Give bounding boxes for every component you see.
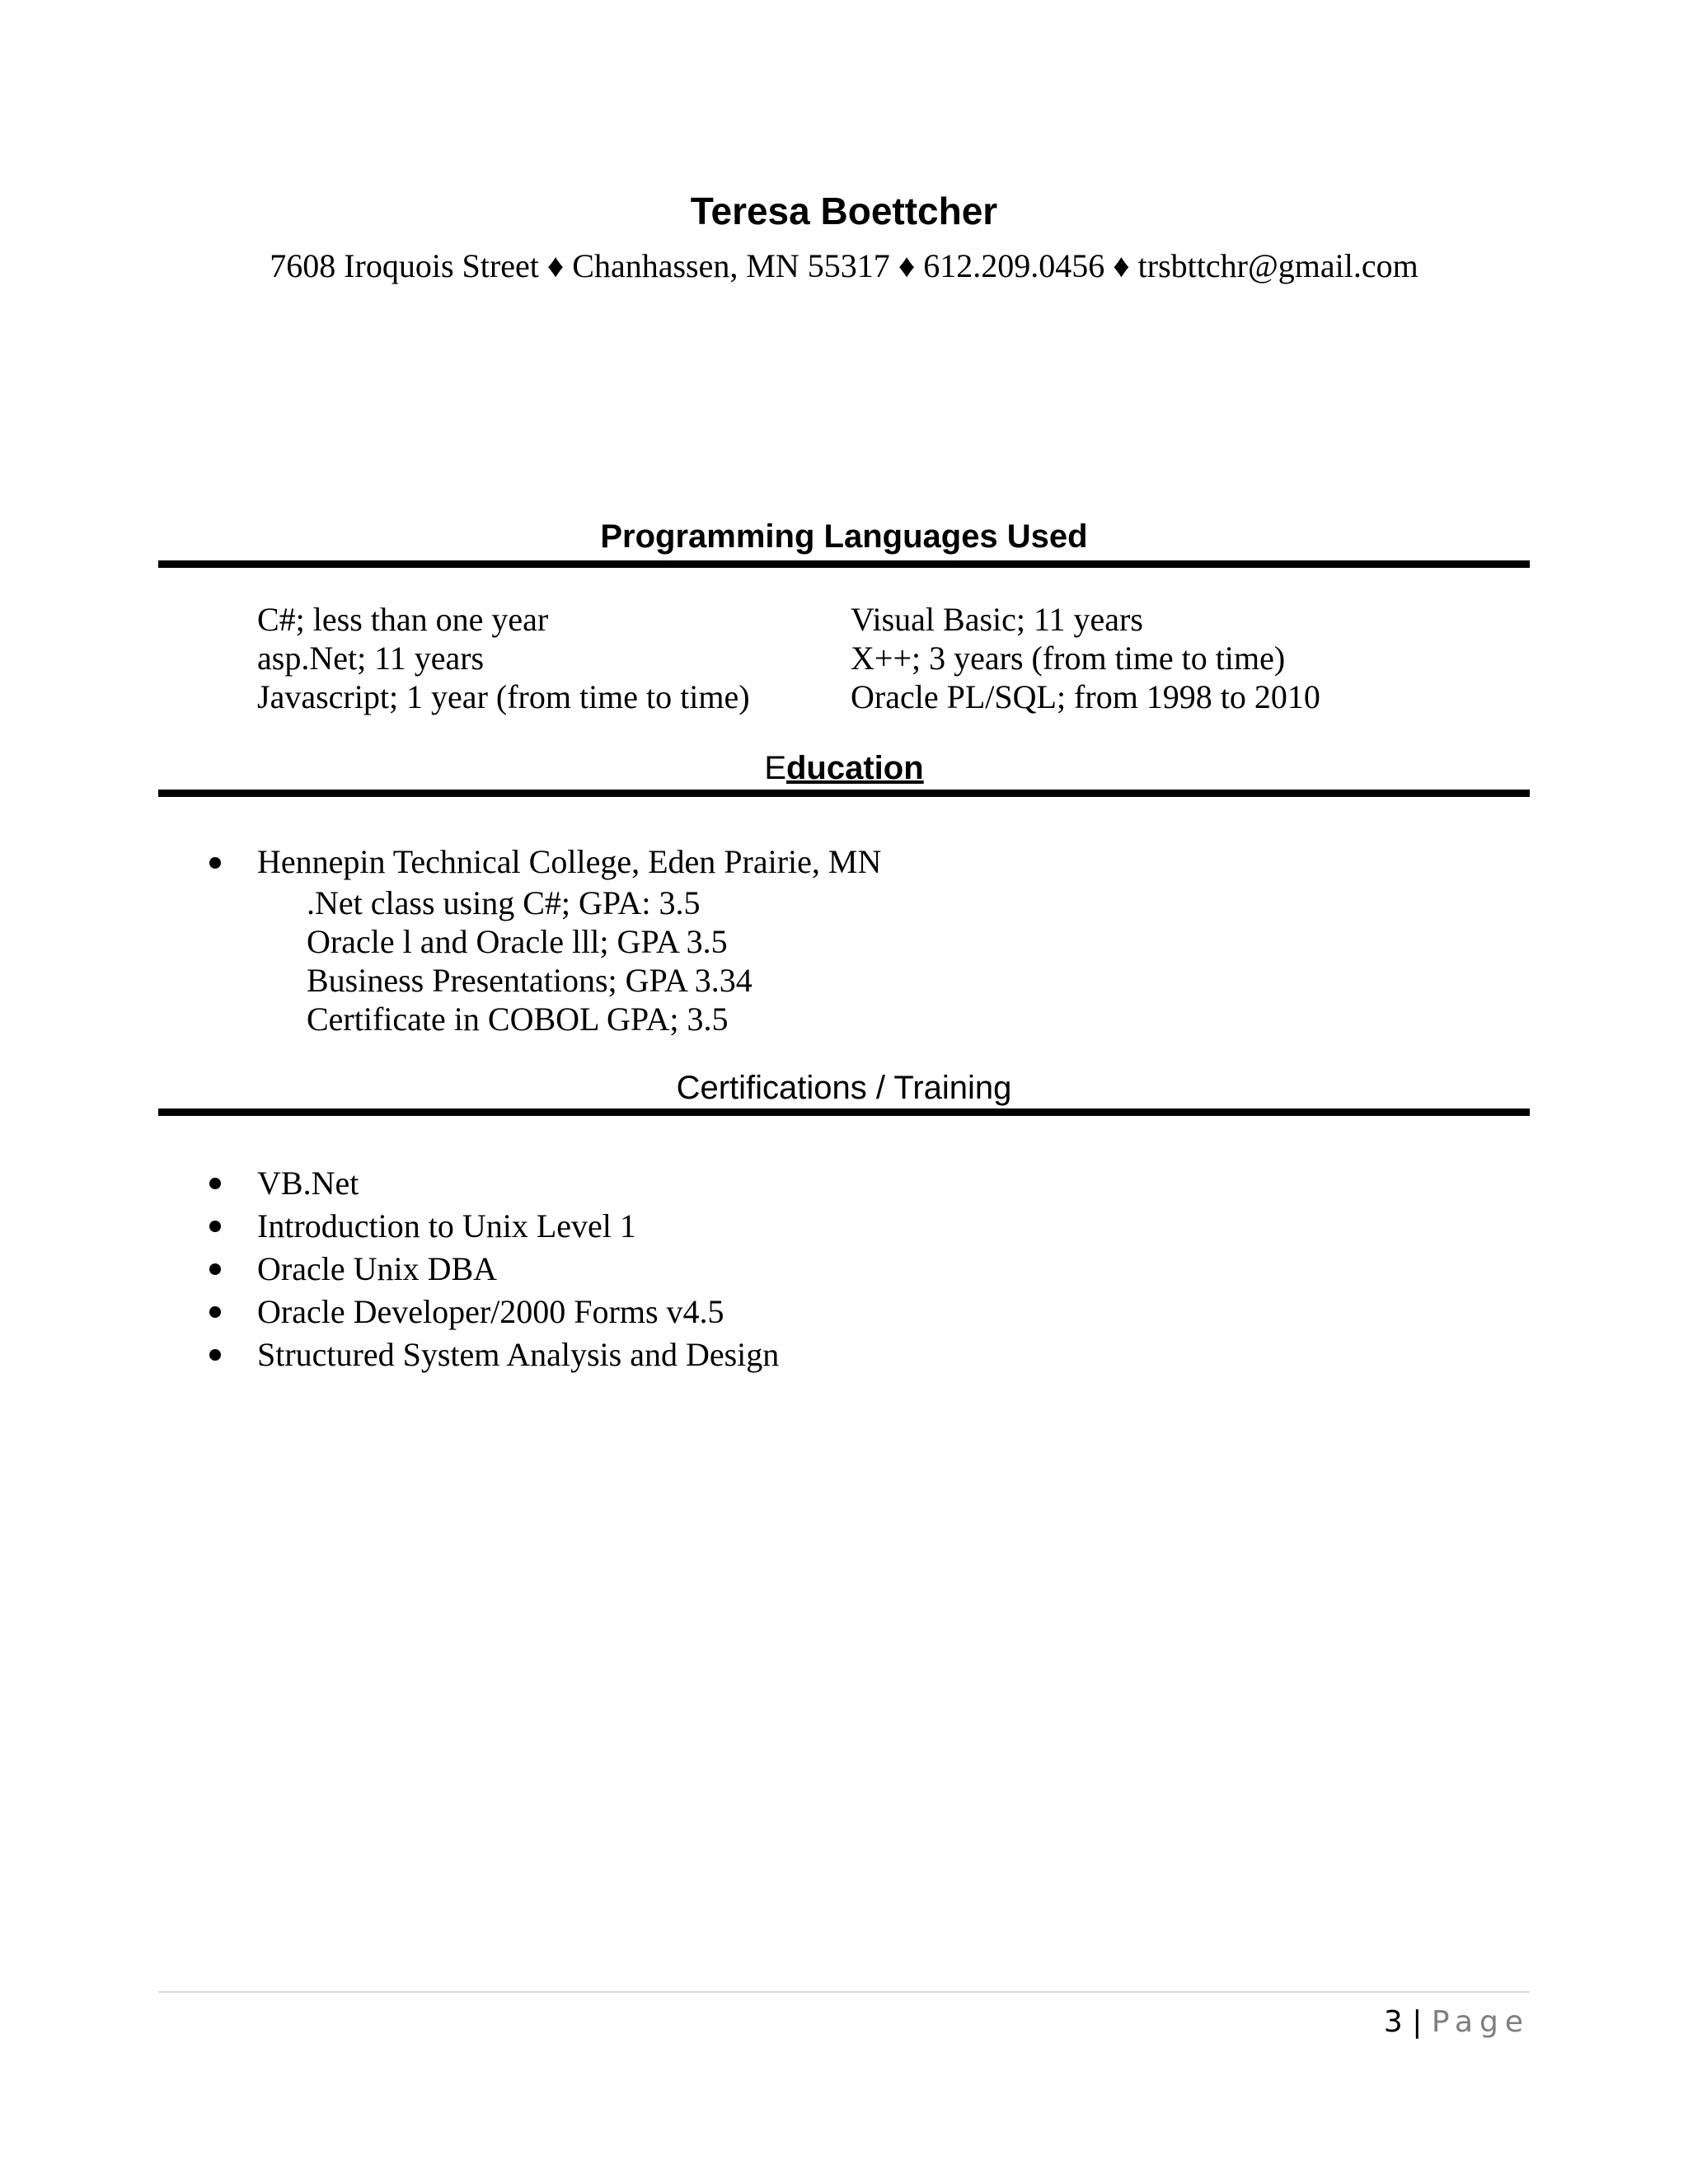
bullet-icon xyxy=(209,1178,221,1189)
bullet-icon xyxy=(209,1263,221,1275)
bullet-icon xyxy=(209,1221,221,1232)
languages-left-column xyxy=(257,600,750,716)
page-number: 3 xyxy=(1383,2005,1403,2039)
phone-number: 612.209.0456 xyxy=(923,247,1105,284)
course-item: Business Presentations; GPA 3.34 xyxy=(307,962,753,999)
language-item: Oracle PL/SQL; from 1998 to 2010 xyxy=(851,678,1320,715)
course-item: Certificate in COBOL GPA; 3.5 xyxy=(307,1001,729,1038)
section-divider xyxy=(158,560,1530,568)
city-state-zip: Chanhassen, MN 55317 xyxy=(572,247,890,284)
page-label: Page xyxy=(1431,2005,1530,2039)
footer-divider xyxy=(158,1991,1530,1993)
contact-line xyxy=(0,243,1688,289)
certifications-section-title: Certifications / Training xyxy=(676,1070,1012,1106)
separator-diamond: ♦ xyxy=(898,247,916,284)
section-divider xyxy=(158,1108,1530,1116)
page-footer xyxy=(1384,2004,1530,2041)
language-item: asp.Net; 11 years xyxy=(257,640,485,677)
certification-item: Introduction to Unix Level 1 xyxy=(257,1207,636,1244)
bullet-icon xyxy=(209,857,221,869)
certification-item: VB.Net xyxy=(257,1165,359,1202)
languages-right-column xyxy=(851,600,1320,716)
separator-diamond: ♦ xyxy=(1113,247,1130,284)
section-divider xyxy=(158,790,1530,797)
language-item: Visual Basic; 11 years xyxy=(851,601,1143,638)
course-item: .Net class using C#; GPA: 3.5 xyxy=(307,884,701,921)
programming-section-title: Programming Languages Used xyxy=(600,518,1088,555)
language-item: C#; less than one year xyxy=(257,601,549,638)
school-name: Hennepin Technical College, Eden Prairie, MN xyxy=(257,843,882,880)
resume-name: Teresa Boettcher xyxy=(690,190,998,232)
education-title-rest: ducation xyxy=(786,750,924,786)
bullet-icon xyxy=(209,1306,221,1318)
separator-diamond: ♦ xyxy=(546,247,565,284)
language-item: Javascript; 1 year (from time to time) xyxy=(257,678,750,715)
address: 7608 Iroquois Street xyxy=(270,247,539,284)
footer-divider-bar: | xyxy=(1412,2005,1423,2039)
email-address: trsbttchr@gmail.com xyxy=(1137,247,1418,284)
language-item: X++; 3 years (from time to time) xyxy=(851,640,1286,677)
certification-item: Structured System Analysis and Design xyxy=(257,1336,780,1373)
education-title-initial: E xyxy=(764,750,786,786)
course-item: Oracle l and Oracle lll; GPA 3.5 xyxy=(307,923,728,960)
bullet-icon xyxy=(209,1349,221,1361)
certification-item: Oracle Developer/2000 Forms v4.5 xyxy=(257,1293,724,1330)
education-section-title xyxy=(0,748,1688,788)
certification-item: Oracle Unix DBA xyxy=(257,1250,498,1287)
